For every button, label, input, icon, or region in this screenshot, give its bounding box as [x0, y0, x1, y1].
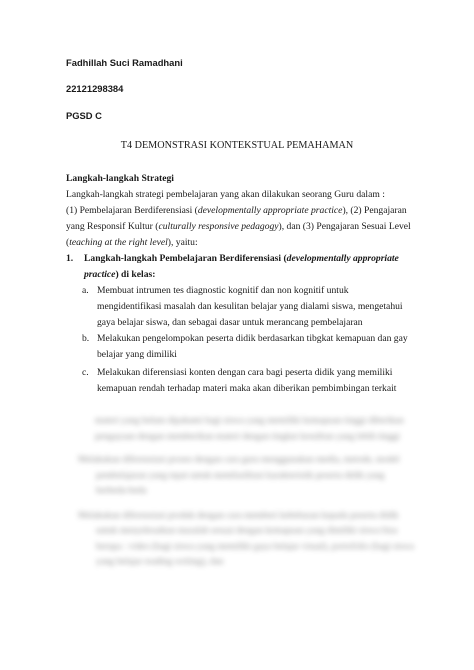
student-id: 22121298384: [66, 83, 124, 94]
item-c-line-1: Melakukan diferensiasi konten dengan cara bagi peserta didik yang memiliki: [97, 367, 393, 378]
intro-line-4a: (: [66, 237, 70, 248]
item-a-line-1: Membuat intrumen tes diagnostic kognitif dan non kognitif untuk: [97, 285, 349, 296]
list-heading-b: developmentally appropriate: [286, 253, 399, 264]
intro-line-2a: (1) Pembelajaran Berdiferensiasi (: [66, 205, 198, 216]
item-c-line-2: kemapuan rendah terhadap materi maka akan diberikan pembimbingan terkait: [97, 383, 397, 394]
class-label: PGSD C: [66, 110, 102, 121]
blurred-item-c-continuation: materi yang belum dipahami bagi siswa yang memiliki kemapuan tinggi diberikan pengayaan dengan memberikan materi dengan tingkat kesulitan yang lebih tinggi: [95, 416, 404, 442]
document-title: T4 DEMONSTRASI KONTEKSTUAL PEMAHAMAN: [120, 140, 354, 151]
item-a-letter: a.: [82, 285, 89, 296]
intro-line-3a: yang Responsif Kultur (: [66, 221, 159, 232]
list-heading-a: Langkah-langkah Pembelajaran Berdiferensiasi (: [84, 253, 287, 264]
item-b-letter: b.: [82, 333, 90, 344]
intro-line-2: [66, 203, 407, 219]
intro-line-2b: developmentally appropriate practice: [197, 205, 343, 216]
item-b-line-1: Melakukan pengelompokan peserta didik berdasarkan tibgkat kemapuan dan gay: [97, 333, 408, 344]
author-name: Fadhillah Suci Ramadhani: [66, 57, 183, 68]
item-c-letter: c.: [82, 367, 89, 378]
blurred-preview-region: [66, 414, 418, 580]
intro-line-3b: culturally responsive pedagogy: [158, 221, 279, 232]
list-heading-line-2: [84, 267, 155, 283]
item-a-line-3: gaya belajar siswa, dan sebagai dasar untuk merancang pembelajaran: [97, 317, 363, 328]
blurred-item-d: Melakukan diferensiasi proses dengan cara guru menggunakan media, metode, model pembelajaran yang tepat untuk memfasilitasi karakteristik peserta didik yang berbeda-beda: [78, 455, 400, 496]
item-a-line-2: mengidentifikasi masalah dan kesulitan belajar yang dialami siswa, mengetahui: [97, 301, 403, 312]
item-b-line-2: belajar yang dimiliki: [97, 349, 177, 360]
intro-line-1: Langkah-langkah strategi pembelajaran yang akan dilakukan seorang Guru dalam :: [66, 189, 385, 200]
intro-line-2c: ), (2) Pengajaran: [342, 205, 407, 216]
blurred-item-e: Melakukan diferensiasi produk dengan cara memberi kebebasan kepada peserta didik untuk menyelesaikan masalah sesuai dengan kemapuan yang dimiliki siswa bisa berupa : video (bagi siswa yang memiliki gaya belajar visual), portofolio (bagi siswa yang belajar reading writing), dan: [78, 510, 414, 567]
intro-line-4c: ), yaitu:: [167, 237, 198, 248]
intro-line-3c: ), dan (3) Pengajaran Sesuai Level: [278, 221, 411, 232]
list-heading-line-1: [84, 251, 399, 267]
intro-line-4: [66, 235, 198, 251]
list-number-1: 1.: [66, 253, 74, 264]
list-heading-c: practice: [84, 269, 116, 280]
section-heading: Langkah-langkah Strategi: [66, 173, 174, 184]
intro-line-3: [66, 219, 411, 235]
intro-line-4b: teaching at the right level: [69, 237, 168, 248]
list-heading-d: ) di kelas:: [115, 269, 156, 280]
